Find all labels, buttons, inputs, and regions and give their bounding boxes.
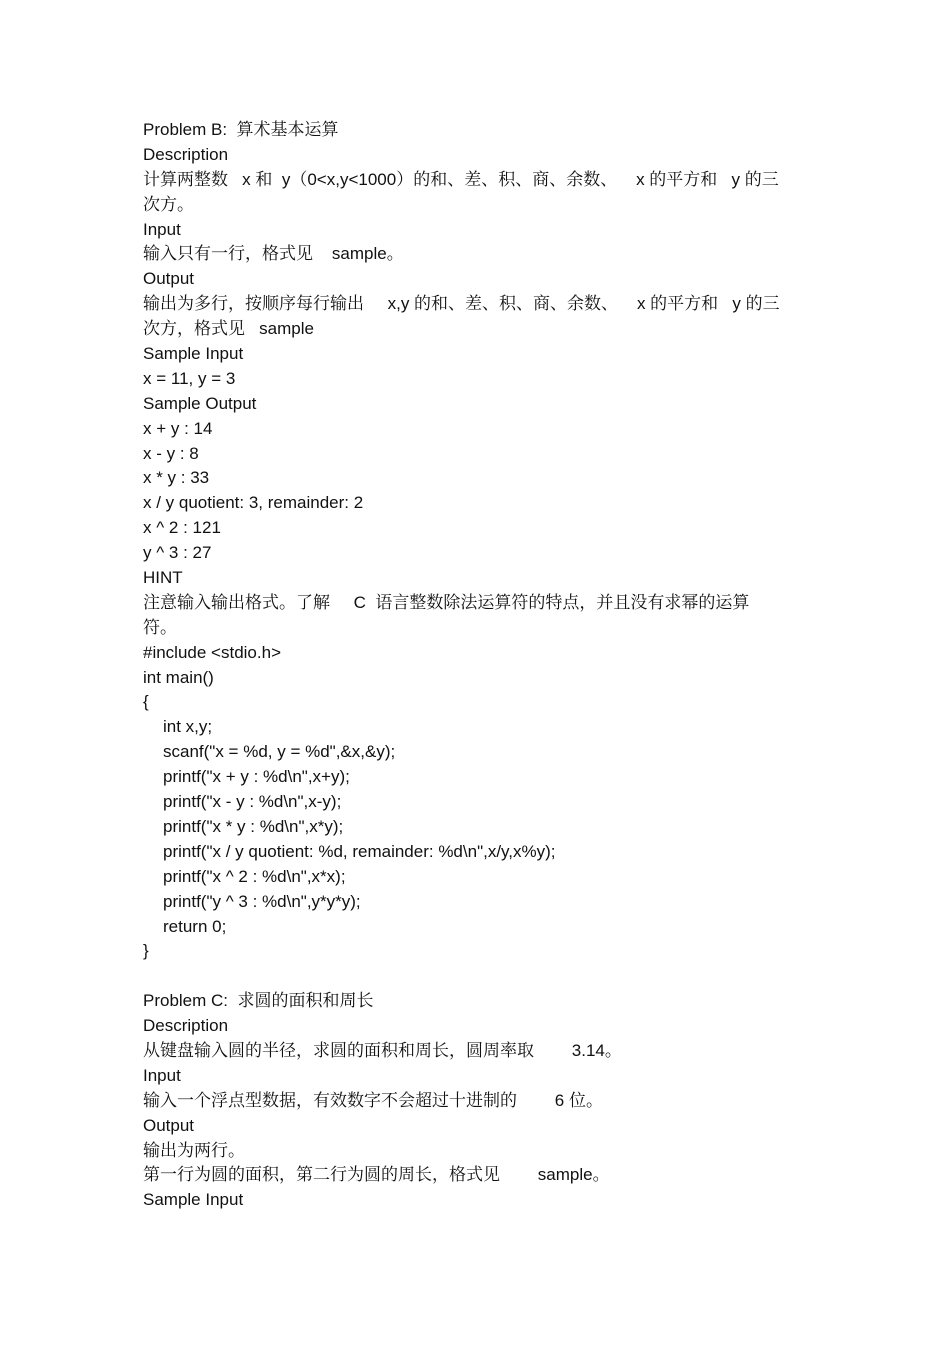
problem-c-output-line-2: 第一行为圆的面积，第二行为圆的周长，格式见 sample。 — [143, 1165, 610, 1185]
code-line: printf("x - y : %d\n",x-y); — [163, 792, 342, 812]
code-line: printf("x ^ 2 : %d\n",x*x); — [163, 866, 346, 886]
problem-c-input-text: 输入一个浮点型数据，有效数字不会超过十进制的 6 位。 — [143, 1090, 603, 1110]
problem-b-sample-input: x = 11, y = 3 — [143, 368, 236, 388]
code-line: printf("x + y : %d\n",x+y); — [163, 767, 350, 787]
problem-b-description-line-2: 次方。 — [143, 194, 194, 214]
code-line: { — [143, 692, 149, 712]
problem-b-hint-label: HINT — [143, 568, 183, 588]
problem-c-description-label: Description — [143, 1016, 229, 1036]
problem-c-description-text: 从键盘输入圆的半径，求圆的面积和周长，圆周率取 3.14。 — [143, 1040, 622, 1060]
problem-b-sample-output-label: Sample Output — [143, 393, 257, 413]
sample-output-line: x * y : 33 — [143, 468, 210, 488]
problem-c-input-label: Input — [143, 1065, 181, 1085]
problem-c-sample-input-label: Sample Input — [143, 1190, 244, 1210]
problem-b-output-line-1: 输出为多行，按顺序每行输出 x,y 的和、差、积、商、余数、 x 的平方和 y 的三 — [143, 294, 780, 314]
code-line: printf("x * y : %d\n",x*y); — [163, 816, 344, 836]
code-line: return 0; — [163, 916, 227, 936]
problem-b-hint-line-2: 符。 — [143, 617, 177, 637]
problem-b-description-line-1: 计算两整数 x 和 y（0<x,y<1000）的和、差、积、商、余数、 x 的平方和 y 的三 — [143, 169, 779, 189]
sample-output-line: x / y quotient: 3, remainder: 2 — [143, 493, 364, 513]
section-spacer — [143, 964, 808, 989]
code-line: int main() — [143, 667, 214, 687]
sample-output-line: x ^ 2 : 121 — [143, 518, 221, 538]
problem-b-output-line-2: 次方，格式见 sample — [143, 319, 314, 339]
code-line: scanf("x = %d, y = %d",&x,&y); — [163, 742, 396, 762]
problem-b-sample-input-label: Sample Input — [143, 344, 244, 364]
problem-b-output-label: Output — [143, 269, 195, 289]
problem-c-output-label: Output — [143, 1115, 195, 1135]
code-line: #include <stdio.h> — [143, 642, 281, 662]
problem-c-output-line-1: 输出为两行。 — [143, 1140, 245, 1160]
document-content — [143, 118, 808, 1213]
sample-output-line: x + y : 14 — [143, 418, 213, 438]
code-line: printf("x / y quotient: %d, remainder: %d\n",x/y,x%y); — [163, 841, 556, 861]
problem-b-description-label: Description — [143, 144, 229, 164]
sample-output-line: x - y : 8 — [143, 443, 199, 463]
problem-b-hint-line-1: 注意输入输出格式。了解 C 语言整数除法运算符的特点，并且没有求幂的运算 — [143, 592, 750, 612]
code-line: } — [143, 941, 149, 961]
problem-b-title: Problem B: 算术基本运算 — [143, 120, 339, 139]
problem-b-input-text: 输入只有一行，格式见 sample。 — [143, 244, 404, 264]
sample-output-line: y ^ 3 : 27 — [143, 543, 212, 563]
problem-b-input-label: Input — [143, 219, 181, 239]
code-line: int x,y; — [163, 717, 213, 737]
problem-c-title: Problem C: 求圆的面积和周长 — [143, 991, 374, 1011]
code-line: printf("y ^ 3 : %d\n",y*y*y); — [163, 891, 361, 911]
